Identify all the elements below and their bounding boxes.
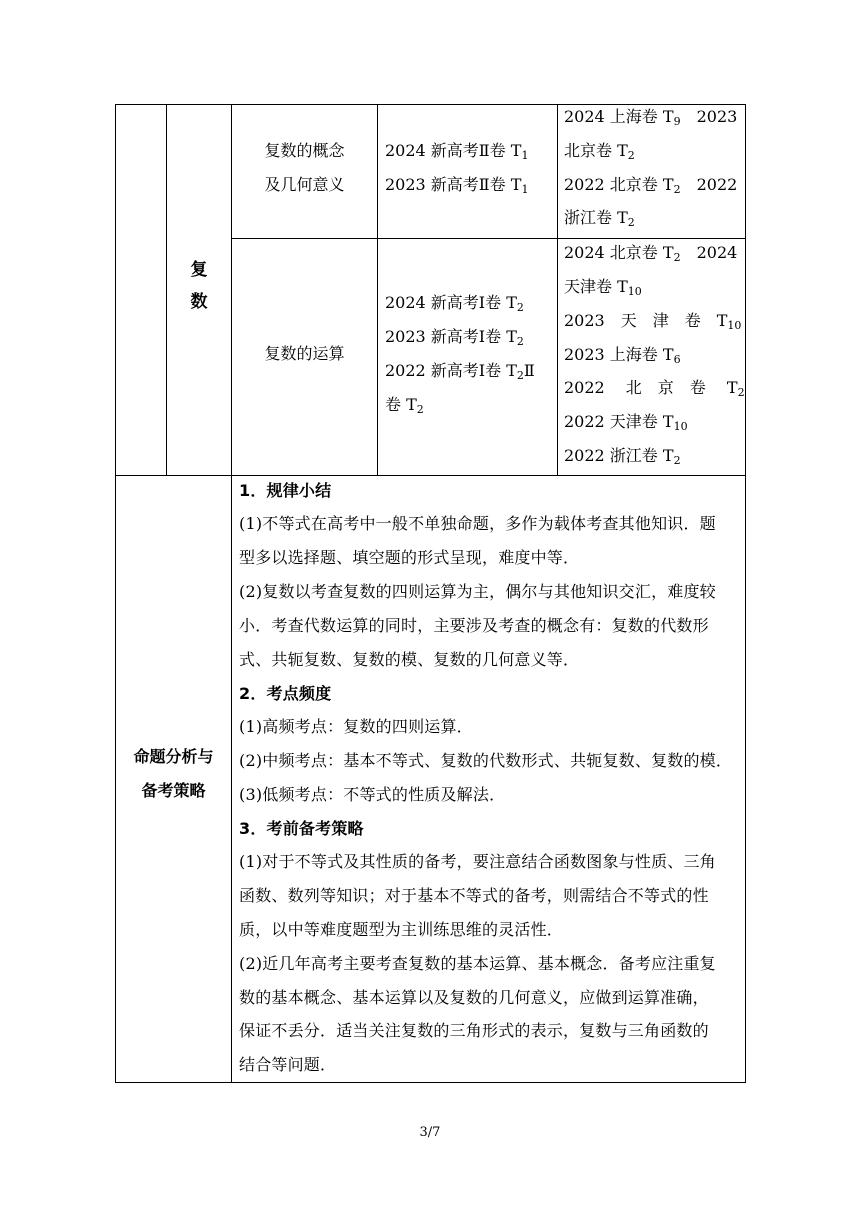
exam-ref: 2022 北京卷 $T_2$ 2022 bbox=[564, 175, 738, 196]
page-number: 3/7 bbox=[419, 1125, 441, 1140]
strategy-line: (1)高频考点：复数的四则运算． bbox=[239, 717, 473, 736]
strategy-line: (2)复数以考查复数的四则运算为主，偶尔与其他知识交汇，难度较 bbox=[239, 582, 716, 601]
col-divider-3 bbox=[377, 104, 378, 476]
exam-ref: 2023 新高考Ⅱ卷 $T_1$ bbox=[385, 175, 529, 196]
section-heading: 1．规律小结 bbox=[239, 481, 332, 500]
strategy-line: (1)对于不等式及其性质的备考，要注意结合函数图象与性质、三角 bbox=[239, 852, 716, 871]
chapter-char: 数 bbox=[190, 292, 208, 312]
exam-ref: 2022 新高考Ⅰ卷 $T_2Ⅱ$ bbox=[385, 361, 535, 382]
exam-ref: 2024 新高考Ⅰ卷 $T_2$ bbox=[385, 293, 524, 314]
table-border-bottom bbox=[115, 1082, 746, 1083]
exam-ref: 卷 $T_2$ bbox=[385, 395, 424, 416]
section-heading: 3．考前备考策略 bbox=[239, 819, 364, 838]
table-border-left bbox=[115, 104, 116, 1083]
strategy-line: (3)低频考点：不等式的性质及解法． bbox=[239, 785, 506, 804]
chapter-label bbox=[167, 254, 231, 318]
strategy-line: 数的基本概念、基本运算以及复数的几何意义，应做到运算准确， bbox=[239, 988, 709, 1007]
strategy-line: 质，以中等难度题型为主训练思维的灵活性． bbox=[239, 920, 564, 939]
strategy-line: 式、共轭复数、复数的模、复数的几何意义等． bbox=[239, 650, 580, 669]
row-divider-1 bbox=[231, 238, 746, 239]
exam-ref: 2022 北 京 卷 $T_2$ bbox=[564, 378, 745, 399]
exam-ref: 2023 天 津 卷 $T_{10}$ bbox=[564, 311, 742, 332]
topic-name: 及几何意义 bbox=[264, 175, 345, 194]
exam-ref: 2024 北京卷 $T_2$ 2024 bbox=[564, 243, 738, 264]
strategy-line: 函数、数列等知识；对于基本不等式的备考，则需结合不等式的性 bbox=[239, 886, 709, 905]
exam-ref: 2023 新高考Ⅰ卷 $T_2$ bbox=[385, 327, 524, 348]
analysis-label: 命题分析与 bbox=[133, 747, 214, 766]
exam-ref: 北京卷 $T_2$ bbox=[564, 141, 635, 162]
strategy-line: 结合等问题． bbox=[239, 1055, 337, 1074]
exam-ref: 天津卷 $T_{10}$ bbox=[564, 277, 642, 298]
section-heading: 2．考点频度 bbox=[239, 684, 332, 703]
topic-name: 复数的概念 bbox=[264, 141, 345, 160]
exam-ref: 2024 新高考Ⅱ卷 $T_1$ bbox=[385, 141, 529, 162]
strategy-line: 小．考查代数运算的同时，主要涉及考查的概念有：复数的代数形 bbox=[239, 616, 709, 635]
strategy-line: (2)中频考点：基本不等式、复数的代数形式、共轭复数、复数的模． bbox=[239, 751, 733, 770]
row-divider-2 bbox=[115, 475, 746, 476]
table-border-right bbox=[745, 104, 746, 1083]
topic-name: 复数的运算 bbox=[264, 344, 345, 363]
col-divider-2 bbox=[231, 104, 232, 1083]
exam-ref: 2023 上海卷 $T_6$ bbox=[564, 345, 681, 366]
analysis-label: 备考策略 bbox=[141, 781, 206, 800]
exam-ref: 浙江卷 $T_2$ bbox=[564, 208, 635, 229]
strategy-line: 保证不丢分．适当关注复数的三角形式的表示，复数与三角函数的 bbox=[239, 1021, 709, 1040]
chapter-char: 复 bbox=[190, 260, 208, 280]
strategy-line: 型多以选择题、填空题的形式呈现，难度中等． bbox=[239, 548, 580, 567]
strategy-line: (2)近几年高考主要考查复数的基本运算、基本概念．备考应注重复 bbox=[239, 954, 716, 973]
exam-ref: 2022 浙江卷 $T_2$ bbox=[564, 446, 681, 467]
strategy-line: (1)不等式在高考中一般不单独命题，多作为载体考查其他知识．题 bbox=[239, 514, 716, 533]
col-divider-4 bbox=[557, 104, 558, 476]
table-border-top bbox=[115, 104, 746, 105]
exam-ref: 2024 上海卷 $T_9$ 2023 bbox=[564, 107, 738, 128]
exam-ref: 2022 天津卷 $T_{10}$ bbox=[564, 412, 688, 433]
